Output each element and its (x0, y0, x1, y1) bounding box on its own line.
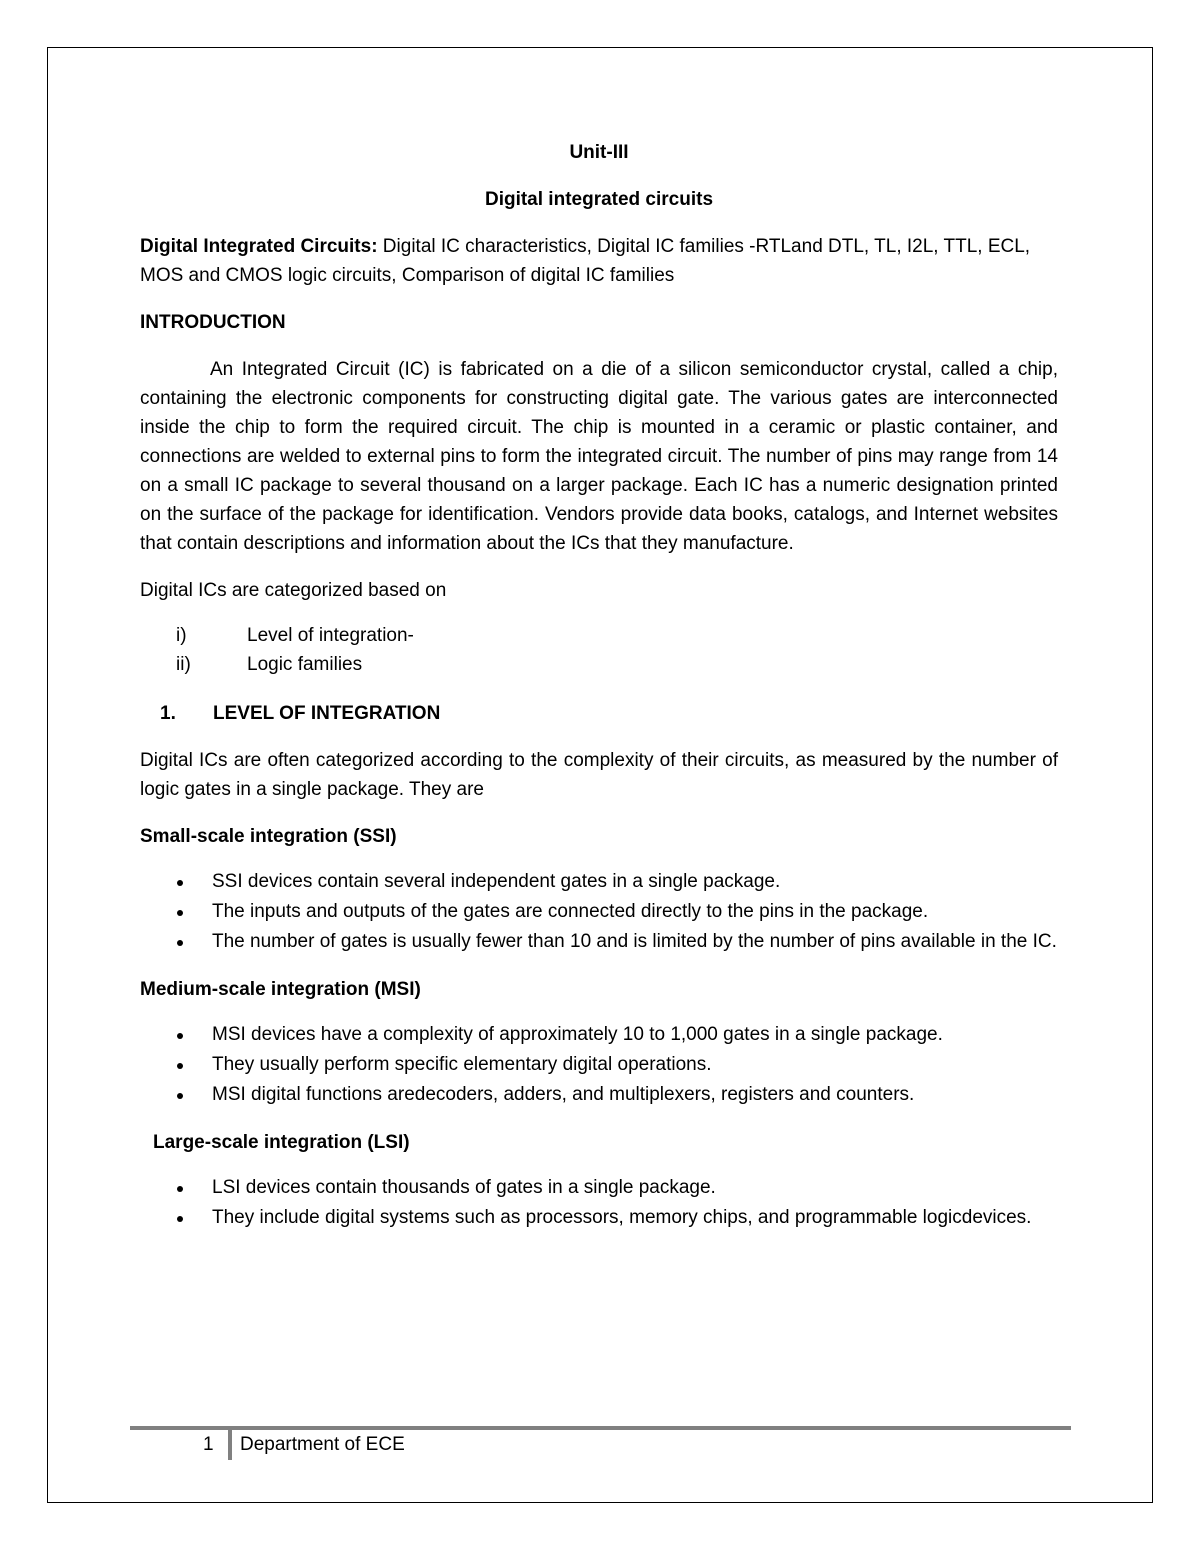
list-item-text: Level of integration- (247, 625, 414, 646)
page-number: 1 (203, 1434, 214, 1455)
bullet-item: LSI devices contain thousands of gates in a single package. (140, 1173, 1058, 1203)
section-number: 1. (160, 703, 176, 724)
bullet-item: MSI devices have a complexity of approximately 10 to 1,000 gates in a single package. (140, 1020, 1058, 1050)
msi-heading: Medium-scale integration (MSI) (140, 979, 421, 1000)
page-title: Digital integrated circuits (484, 189, 714, 210)
syllabus-text: Digital IC characteristics, Digital IC families -RTLand DTL, TL, I2L, TTL, ECL, MOS and CMOS logic circuits, Comparison of digital IC families (140, 236, 1031, 286)
bullet-item: They include digital systems such as processors, memory chips, and programmable logicdevices. (140, 1203, 1058, 1233)
list-item-text: Logic families (247, 654, 363, 675)
syllabus-paragraph (140, 232, 1058, 290)
syllabus-label: Digital Integrated Circuits: (140, 236, 378, 257)
msi-bullets (140, 1020, 1058, 1110)
bullet-item: SSI devices contain several independent gates in a single package. (140, 867, 1058, 897)
bullet-item: They usually perform specific elementary digital operations. (140, 1050, 1058, 1080)
categories-list (140, 621, 1058, 679)
categories-lead: Digital ICs are categorized based on (140, 580, 447, 601)
ssi-bullets (140, 867, 1058, 957)
list-item (140, 650, 1058, 679)
section-heading-text: LEVEL OF INTEGRATION (213, 703, 441, 724)
document-body (140, 138, 1058, 1233)
lsi-heading: Large-scale integration (LSI) (153, 1132, 410, 1153)
list-item-number: ii) (176, 654, 191, 675)
footer-separator (228, 1430, 232, 1460)
ssi-heading: Small-scale integration (SSI) (140, 826, 397, 847)
footer-rule (130, 1426, 1071, 1430)
section-heading (140, 699, 1058, 728)
bullet-item: The number of gates is usually fewer than 10 and is limited by the number of pins available in the IC. (140, 927, 1058, 957)
lsi-bullets (140, 1173, 1058, 1233)
list-item (140, 621, 1058, 650)
introduction-paragraph: An Integrated Circuit (IC) is fabricated on a die of a silicon semiconductor crystal, called a chip, containing the electronic components for constructing digital gate. The various gates are interconnected inside the chip to form the required circuit. The chip is mounted in a ceramic or plastic container, and connections are welded to external pins to form the integrated circuit. The number of pins may range from 14 on a small IC package to several thousand on a larger package. Each IC has a numeric designation printed on the surface of the package for identification. Vendors provide data books, catalogs, and Internet websites that contain descriptions and information about the ICs that they manufacture. (140, 359, 1058, 554)
introduction-heading: INTRODUCTION (140, 312, 286, 333)
unit-title: Unit-III (569, 142, 629, 163)
section-intro: Digital ICs are often categorized according to the complexity of their circuits, as measured by the number of logic gates in a single package. They are (140, 750, 1058, 800)
footer-department: Department of ECE (240, 1434, 405, 1455)
list-item-number: i) (176, 625, 187, 646)
bullet-item: The inputs and outputs of the gates are connected directly to the pins in the package. (140, 897, 1058, 927)
bullet-item: MSI digital functions aredecoders, adders, and multiplexers, registers and counters. (140, 1080, 1058, 1110)
